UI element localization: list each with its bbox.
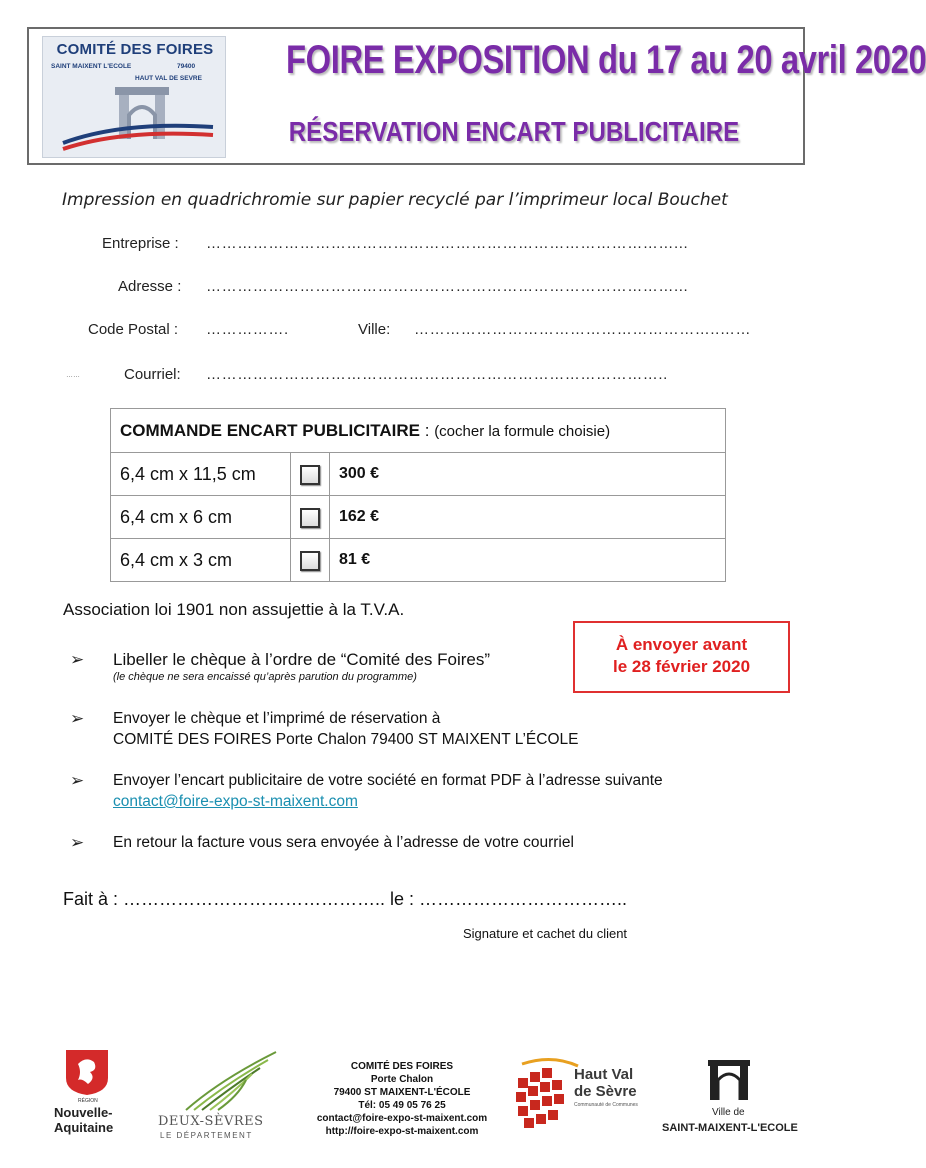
contact-line: contact@foire-expo-st-maixent.com	[316, 1113, 488, 1124]
ville-field[interactable]: …………………………………………………..……	[414, 321, 752, 338]
bullet-arrow-icon: ➢	[70, 709, 85, 728]
signature-label: Signature et cachet du client	[463, 926, 628, 941]
entreprise-label: Entreprise :	[102, 235, 179, 252]
hvs-small-label: Communauté de Communes	[574, 1102, 638, 1108]
order-note: (cocher la formule choisie)	[434, 422, 611, 440]
format-size: 6,4 cm x 3 cm	[111, 539, 291, 582]
deadline-box	[573, 621, 790, 693]
adresse-field[interactable]: ………………………………………………………………………………...	[206, 278, 689, 295]
contact-line: 79400 ST MAIXENT-L'ÉCOLE	[333, 1087, 471, 1098]
table-row	[111, 539, 726, 582]
association-notice: Association loi 1901 non assujettie à la T.V.A.	[63, 600, 405, 619]
grid-mosaic-icon	[512, 1058, 578, 1134]
format-checkbox[interactable]	[300, 465, 320, 485]
format-size: 6,4 cm x 11,5 cm	[111, 453, 291, 496]
hvs-line2: de Sèvre	[574, 1083, 637, 1100]
gate-monument-icon	[706, 1058, 752, 1102]
format-checkbox-cell[interactable]	[291, 539, 330, 582]
instruction-send-line2: COMITÉ DES FOIRES Porte Chalon 79400 ST MAIXENT L’ÉCOLE	[113, 731, 579, 748]
deadline-line1: À envoyer avant	[615, 635, 748, 654]
region-crest-icon	[64, 1048, 110, 1096]
code-postal-field[interactable]: …………….	[206, 321, 289, 338]
table-row	[111, 496, 726, 539]
logo-subtitle-postcode: 79400	[177, 63, 196, 70]
code-postal-label: Code Postal :	[88, 321, 179, 338]
region-small-label: RÉGION	[78, 1098, 98, 1104]
format-checkbox-cell[interactable]	[291, 453, 330, 496]
bullet-arrow-icon: ➢	[70, 771, 85, 790]
courriel-label: Courriel:	[124, 366, 181, 383]
region-name-line1: Nouvelle-	[54, 1105, 113, 1120]
contact-email-link[interactable]: contact@foire-expo-st-maixent.com	[113, 793, 358, 810]
bullet-arrow-icon: ➢	[70, 833, 85, 852]
deadline-line2: le 28 février 2020	[612, 657, 751, 676]
fait-a-le-field[interactable]: Fait à : …………………………………….. le : ……………………………..	[63, 889, 628, 909]
contact-line: http://foire-expo-st-maixent.com	[325, 1126, 479, 1137]
courriel-prefix: ……	[66, 372, 80, 379]
gate-icon	[63, 83, 213, 155]
table-row	[111, 453, 726, 496]
contact-line: Tél: 05 49 05 76 25	[358, 1100, 446, 1111]
grass-icon	[180, 1050, 280, 1112]
order-title: COMMANDE ENCART PUBLICITAIRE	[120, 420, 421, 440]
order-table-header	[111, 409, 726, 453]
order-colon: :	[420, 420, 435, 440]
format-price: 300 €	[330, 453, 726, 496]
logo-subtitle-town: SAINT MAIXENT L'ECOLE	[51, 63, 132, 70]
ville-name: SAINT-MAIXENT-L'ECOLE	[662, 1122, 798, 1134]
order-table	[110, 408, 726, 582]
format-price: 162 €	[330, 496, 726, 539]
courriel-field[interactable]: ……………………………………………………………………………..	[206, 366, 668, 383]
ville-label: Ville:	[358, 321, 391, 338]
deux-sevres-name: DEUX-SÈVRES	[158, 1114, 264, 1129]
deux-sevres-logo	[156, 1050, 280, 1142]
page-subtitle: RÉSERVATION ENCART PUBLICITAIRE	[288, 116, 740, 147]
bullet-arrow-icon: ➢	[70, 650, 85, 669]
adresse-label: Adresse :	[118, 278, 182, 295]
format-checkbox-cell[interactable]	[291, 496, 330, 539]
footer-contact	[300, 1060, 504, 1138]
instruction-cheque-note: (le chèque ne sera encaissé qu’après parution du programme)	[113, 671, 417, 683]
logo-subtitle-region: HAUT VAL DE SEVRE	[135, 75, 202, 82]
logo-title: COMITÉ DES FOIRES	[56, 41, 214, 58]
region-name-line2: Aquitaine	[54, 1120, 114, 1135]
format-checkbox[interactable]	[300, 551, 320, 571]
nouvelle-aquitaine-logo	[54, 1048, 134, 1140]
hvs-line1: Haut Val	[574, 1066, 634, 1083]
format-size: 6,4 cm x 6 cm	[111, 496, 291, 539]
entreprise-field[interactable]: ………………………………………………………………………………...	[206, 235, 689, 252]
comite-logo	[42, 36, 226, 158]
departement-label: LE DÉPARTEMENT	[160, 1131, 253, 1140]
format-price: 81 €	[330, 539, 726, 582]
instruction-send-line1: Envoyer le chèque et l’imprimé de réservation à	[113, 710, 441, 727]
contact-line: Porte Chalon	[370, 1074, 434, 1085]
page-title: FOIRE EXPOSITION du 17 au 20 avril 2020	[286, 38, 926, 82]
format-checkbox[interactable]	[300, 508, 320, 528]
instruction-cheque: Libeller le chèque à l’ordre de “Comité des Foires”	[113, 650, 491, 669]
instruction-invoice: En retour la facture vous sera envoyée à l’adresse de votre courriel	[113, 834, 574, 851]
haut-val-de-sevre-logo	[512, 1050, 652, 1142]
ville-saint-maixent-logo	[660, 1058, 800, 1142]
instruction-pdf: Envoyer l’encart publicitaire de votre société en format PDF à l’adresse suivante	[113, 772, 663, 789]
ville-de-label: Ville de	[712, 1107, 745, 1118]
contact-line: COMITÉ DES FOIRES	[350, 1061, 454, 1072]
intro-text: Impression en quadrichromie sur papier recyclé par l’imprimeur local Bouchet	[62, 190, 728, 210]
